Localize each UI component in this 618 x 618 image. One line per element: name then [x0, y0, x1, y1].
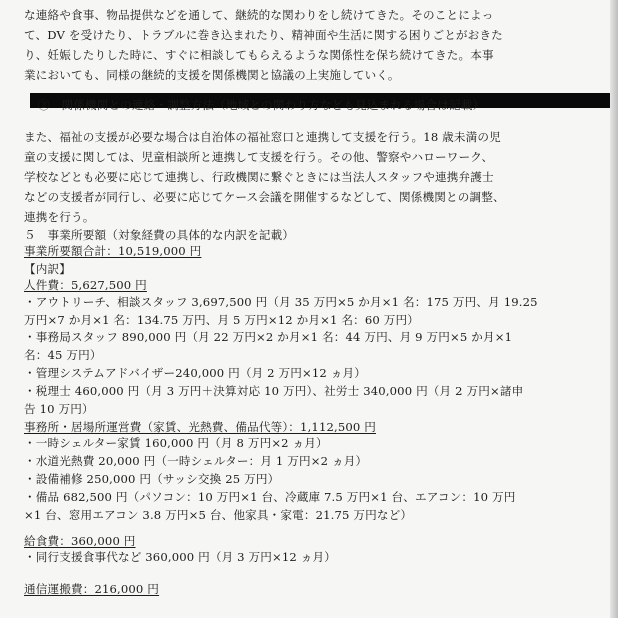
text-line: ・備品 682,500 円（パソコン：10 万円×1 台、冷蔵庫 7.5 万円×1 台、エアコン：10 万円	[24, 490, 516, 504]
text-line: ・水道光熱費 20,000 円（一時シェルター：月 1 万円×2 ヵ月）	[24, 454, 368, 468]
text-line: また、福祉の支援が必要な場合は自治体の福祉窓口と連携して支援を行う。18 歳未満の児	[24, 130, 501, 144]
text-line: ② 関係機関との連絡・調整方法（地域との関わり方なども見込まれる場合は記載）	[38, 98, 485, 112]
text-line: 事務所・居場所運営費（家賃、光熱費、備品代等）：1,112,500 円	[24, 420, 376, 434]
text-line: ・アウトリーチ、相談スタッフ 3,697,500 円（月 35 万円×5 か月×1 名：175 万円、月 19.25	[24, 295, 538, 309]
text-line: ×1 台、窓用エアコン 3.8 万円×5 台、他家具・家電：21.75 万円など）	[24, 508, 413, 522]
text-line: り、妊娠したりした時に、すぐに相談してもらえるような関係性を保ち続けてきた。本事	[24, 48, 494, 62]
text-line: 名：45 万円）	[24, 348, 102, 362]
text-line: 事業所要額合計：10,519,000 円	[24, 244, 202, 258]
text-line: ５ 事業所要額（対象経費の具体的な内訳を記載）	[24, 228, 295, 242]
text-line: 告 10 万円）	[24, 402, 94, 416]
text-line: 連携を行う。	[24, 210, 95, 224]
text-line: 人件費：5,627,500 円	[24, 278, 147, 292]
text-line: などの支援者が同行し、必要に応じてケース会議を開催するなどして、関係機関との調整、	[24, 190, 505, 204]
text-line: ・一時シェルター家賃 160,000 円（月 8 万円×2 ヵ月）	[24, 436, 328, 450]
text-line: て、DV を受けたり、トラブルに巻き込まれたり、精神面や生活に関する困りごとがおきた	[24, 28, 503, 42]
text-line: ・事務局スタッフ 890,000 円（月 22 万円×2 か月×1 名：44 万円、月 9 万円×5 か月×1	[24, 330, 513, 344]
text-line: ・同行支援食事代など 360,000 円（月 3 万円×12 ヵ月）	[24, 550, 337, 564]
text-line: 【内訳】	[24, 262, 71, 276]
text-line: 通信運搬費：216,000 円	[24, 582, 160, 596]
text-line: 万円×7 か月×1 名：134.75 万円、月 5 万円×12 か月×1 名：60 万円）	[24, 313, 419, 327]
text-line: ・税理士 460,000 円（月 3 万円＋決算対応 10 万円）、社労士 340,000 円（月 2 万円×諸申	[24, 384, 524, 398]
text-line: ・管理システムアドバイザー240,000 円（月 2 万円×12 ヵ月）	[24, 366, 367, 380]
text-line: 童の支援に関しては、児童相談所と連携して支援を行う。その他、警察やハローワーク、	[24, 150, 494, 164]
text-line: 学校などとも必要に応じて連携し、行政機関に繋ぐときには当法人スタッフや連携弁護士	[24, 170, 494, 184]
text-line: ・設備補修 250,000 円（サッシ交換 25 万円）	[24, 472, 280, 486]
text-line: 業においても、同様の継続的支援を関係機関と協議の上実施していく。	[24, 68, 400, 82]
text-line: な連絡や食事、物品提供などを通して、継続的な関わりをし続けてきた。そのことによっ	[24, 8, 494, 22]
text-line: 給食費：360,000 円	[24, 534, 136, 548]
